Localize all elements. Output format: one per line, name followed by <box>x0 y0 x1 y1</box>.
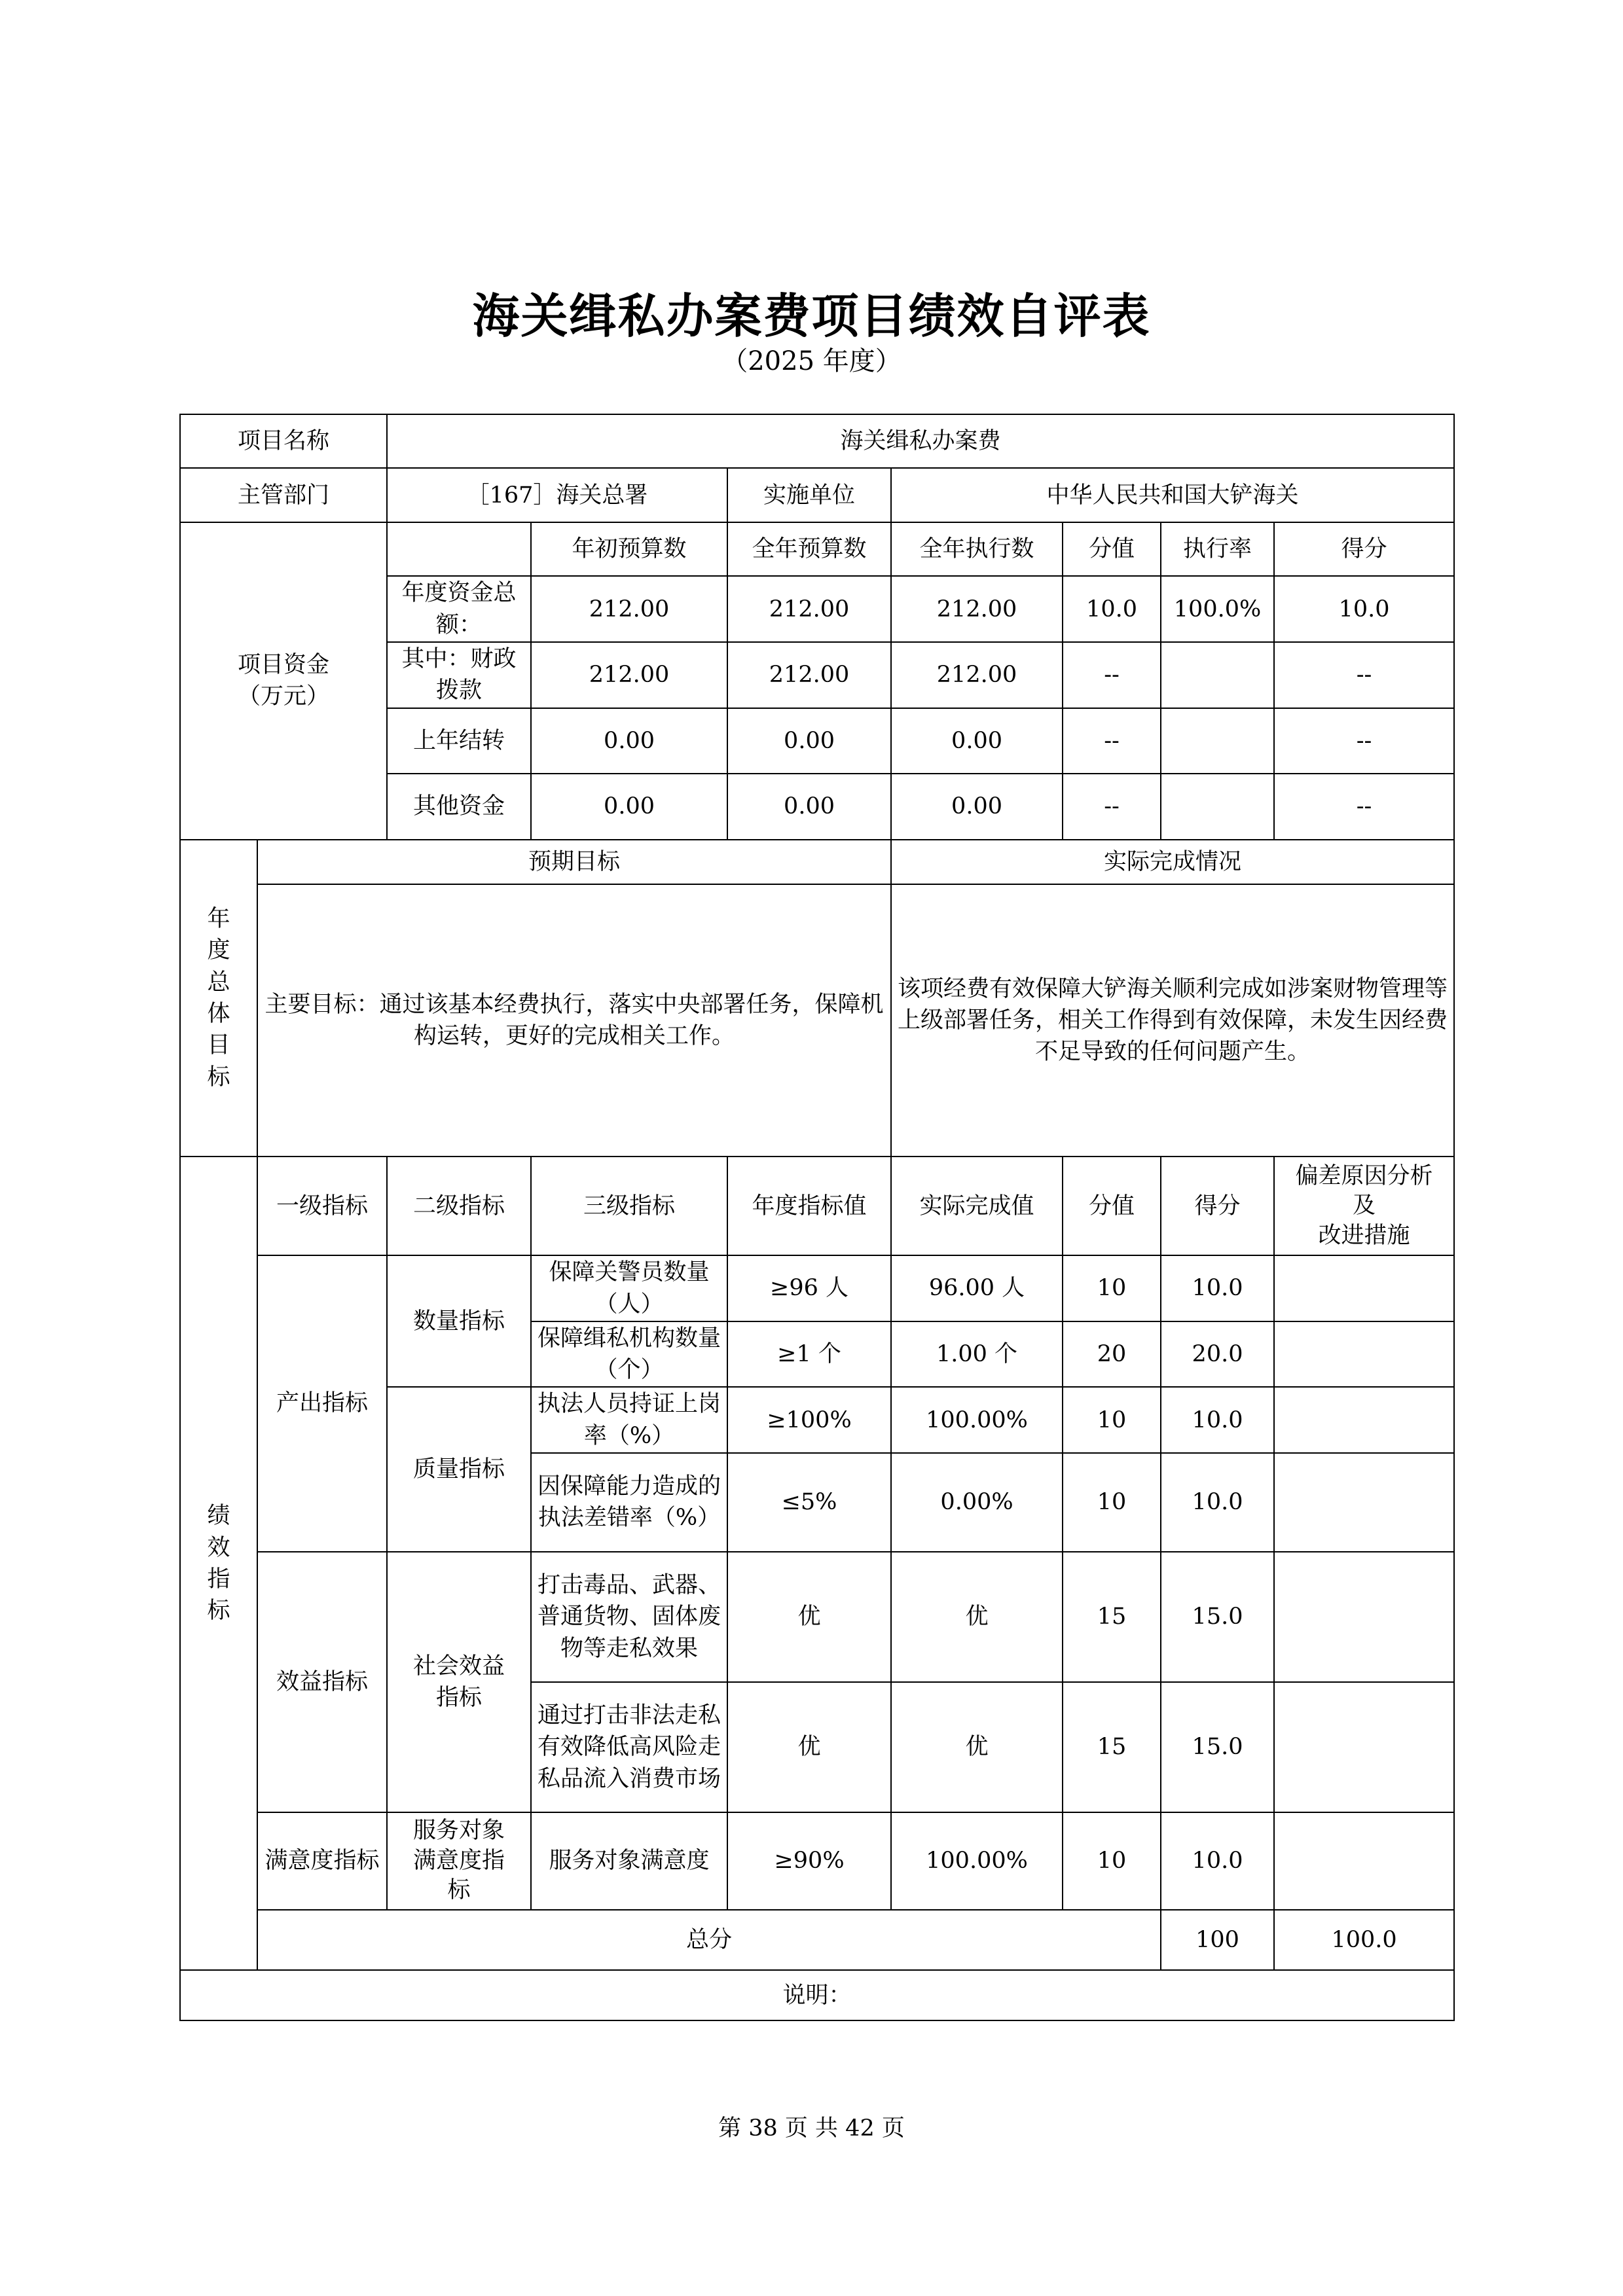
vertical-label-char: 标 <box>207 1598 230 1624</box>
level2-quantity: 数量指标 <box>387 1255 531 1387</box>
level2-service-satisfaction: 服务对象 满意度指 标 <box>387 1812 531 1910</box>
funds-row-label: 上年结转 <box>387 708 531 774</box>
indicator-note <box>1274 1453 1454 1552</box>
indicator-note <box>1274 1387 1454 1453</box>
indicator-header-cell: 年度指标值 <box>727 1157 891 1255</box>
indicator-header-cell: 二级指标 <box>387 1157 531 1255</box>
evaluation-table <box>179 414 1455 2021</box>
funds-cell: 212.00 <box>727 642 891 708</box>
funds-cell: 0.00 <box>891 774 1063 840</box>
funds-cell: 212.00 <box>727 576 891 642</box>
indicator-header-cell: 得分 <box>1161 1157 1274 1255</box>
funds-cell: -- <box>1274 708 1454 774</box>
funds-row-label: 其他资金 <box>387 774 531 840</box>
unit-label: 实施单位 <box>727 468 891 522</box>
indicator-name: 保障关警员数量（人） <box>531 1255 727 1321</box>
funds-cell: 212.00 <box>891 642 1063 708</box>
indicator-got: 20.0 <box>1161 1321 1274 1388</box>
indicator-got: 10.0 <box>1161 1812 1274 1910</box>
page-title: 海关缉私办案费项目绩效自评表 <box>472 289 1151 344</box>
indicator-actual: 0.00% <box>891 1453 1063 1552</box>
level1-output: 产出指标 <box>257 1255 387 1552</box>
indicator-target: 优 <box>727 1682 891 1812</box>
notes-label: 说明： <box>180 1970 1454 2020</box>
vertical-label-char: 目 <box>207 1032 230 1059</box>
indicator-got: 10.0 <box>1161 1387 1274 1453</box>
funds-cell: 212.00 <box>531 576 727 642</box>
row-total <box>180 1910 1454 1971</box>
indicator-actual: 100.00% <box>891 1812 1063 1910</box>
row-notes <box>180 1970 1454 2020</box>
funds-row-label: 年度资金总额： <box>387 576 531 642</box>
indicators-label-text <box>186 1500 251 1626</box>
indicator-name: 执法人员持证上岗率（%） <box>531 1387 727 1453</box>
indicator-note <box>1274 1255 1454 1321</box>
indicator-score: 10 <box>1063 1255 1161 1321</box>
expected-goal-text: 主要目标：通过该基本经费执行，落实中央部署任务，保障机构运转，更好的完成相关工作。 <box>257 884 891 1157</box>
funds-cell <box>1161 774 1274 840</box>
level2-social-benefit: 社会效益 指标 <box>387 1552 531 1812</box>
indicator-header-cell: 实际完成值 <box>891 1157 1063 1255</box>
indicator-target: 优 <box>727 1552 891 1682</box>
funds-header-cell: 全年预算数 <box>727 522 891 576</box>
indicator-row <box>180 1255 1454 1321</box>
expected-goal-label: 预期目标 <box>257 840 891 884</box>
unit-value: 中华人民共和国大铲海关 <box>891 468 1454 522</box>
row-project-name <box>180 414 1454 468</box>
goals-label-text <box>186 903 251 1093</box>
indicator-actual: 优 <box>891 1682 1063 1812</box>
level2-quality: 质量指标 <box>387 1387 531 1551</box>
funds-cell <box>1161 642 1274 708</box>
total-score: 100 <box>1161 1910 1274 1971</box>
indicator-got: 15.0 <box>1161 1682 1274 1812</box>
vertical-label-char: 体 <box>207 1001 230 1028</box>
indicator-name: 通过打击非法走私有效降低高风险走私品流入消费市场 <box>531 1682 727 1812</box>
vertical-label-char: 年 <box>207 906 230 933</box>
funds-cell: 100.0% <box>1161 576 1274 642</box>
vertical-label-char: 指 <box>207 1566 230 1592</box>
dept-value: ［167］海关总署 <box>387 468 727 522</box>
indicator-note <box>1274 1812 1454 1910</box>
indicator-note <box>1274 1682 1454 1812</box>
indicator-score: 10 <box>1063 1453 1161 1552</box>
funds-cell <box>1161 708 1274 774</box>
row-funds-header <box>180 522 1454 576</box>
project-name-label: 项目名称 <box>180 414 387 468</box>
indicator-actual: 优 <box>891 1552 1063 1682</box>
actual-goal-text: 该项经费有效保障大铲海关顺利完成如涉案财物管理等上级部署任务，相关工作得到有效保障，未发生因经费不足导致的任何问题产生。 <box>891 884 1454 1157</box>
indicator-header-cell: 一级指标 <box>257 1157 387 1255</box>
indicator-row <box>180 1552 1454 1682</box>
indicator-got: 10.0 <box>1161 1255 1274 1321</box>
indicator-name: 保障缉私机构数量（个） <box>531 1321 727 1388</box>
indicator-name: 因保障能力造成的执法差错率（%） <box>531 1453 727 1552</box>
funds-header-cell: 分值 <box>1063 522 1161 576</box>
indicator-name: 打击毒品、武器、普通货物、固体废物等走私效果 <box>531 1552 727 1682</box>
level1-satisfaction: 满意度指标 <box>257 1812 387 1910</box>
indicator-score: 15 <box>1063 1552 1161 1682</box>
indicator-got: 15.0 <box>1161 1552 1274 1682</box>
indicator-got: 10.0 <box>1161 1453 1274 1552</box>
actual-goal-label: 实际完成情况 <box>891 840 1454 884</box>
indicator-note <box>1274 1552 1454 1682</box>
indicator-header-cell: 偏差原因分析 及 改进措施 <box>1274 1157 1454 1255</box>
indicator-name: 服务对象满意度 <box>531 1812 727 1910</box>
vertical-label-char: 绩 <box>207 1503 230 1530</box>
indicator-target: ≥90% <box>727 1812 891 1910</box>
page-footer: 第 38 页 共 42 页 <box>718 2115 905 2142</box>
indicator-actual: 1.00 个 <box>891 1321 1063 1388</box>
funds-cell: -- <box>1274 642 1454 708</box>
total-got: 100.0 <box>1274 1910 1454 1971</box>
funds-cell: 10.0 <box>1274 576 1454 642</box>
funds-cell: 212.00 <box>531 642 727 708</box>
row-department <box>180 468 1454 522</box>
vertical-label-char: 标 <box>207 1064 230 1090</box>
indicator-score: 20 <box>1063 1321 1161 1388</box>
indicator-target: ≥100% <box>727 1387 891 1453</box>
indicator-score: 10 <box>1063 1387 1161 1453</box>
total-label: 总分 <box>257 1910 1161 1971</box>
funds-header-cell: 执行率 <box>1161 522 1274 576</box>
funds-header-cell: 得分 <box>1274 522 1454 576</box>
funds-cell: 0.00 <box>891 708 1063 774</box>
funds-label: 项目资金 （万元） <box>180 522 387 840</box>
indicator-header-cell: 分值 <box>1063 1157 1161 1255</box>
indicator-actual: 96.00 人 <box>891 1255 1063 1321</box>
funds-cell: -- <box>1063 642 1161 708</box>
funds-header-cell: 全年执行数 <box>891 522 1063 576</box>
funds-header-cell: 年初预算数 <box>531 522 727 576</box>
funds-cell: 10.0 <box>1063 576 1161 642</box>
indicator-header-cell: 三级指标 <box>531 1157 727 1255</box>
indicator-score: 10 <box>1063 1812 1161 1910</box>
vertical-label-char: 总 <box>207 969 230 996</box>
funds-cell: 212.00 <box>891 576 1063 642</box>
level1-benefit: 效益指标 <box>257 1552 387 1812</box>
indicator-row <box>180 1812 1454 1910</box>
vertical-label-char: 效 <box>207 1534 230 1561</box>
goals-label <box>180 840 257 1157</box>
indicator-target: ≤5% <box>727 1453 891 1552</box>
row-indicator-header <box>180 1157 1454 1255</box>
indicators-label <box>180 1157 257 1970</box>
funds-cell: -- <box>1274 774 1454 840</box>
funds-row-label: 其中：财政拨款 <box>387 642 531 708</box>
row-goals-content <box>180 884 1454 1157</box>
funds-cell: -- <box>1063 708 1161 774</box>
project-name-value: 海关缉私办案费 <box>387 414 1454 468</box>
indicator-actual: 100.00% <box>891 1387 1063 1453</box>
indicator-score: 15 <box>1063 1682 1161 1812</box>
funds-cell: -- <box>1063 774 1161 840</box>
page-subtitle: （2025 年度） <box>721 346 902 376</box>
funds-header-blank <box>387 522 531 576</box>
indicator-target: ≥1 个 <box>727 1321 891 1388</box>
vertical-label-char: 度 <box>207 937 230 964</box>
funds-cell: 0.00 <box>531 708 727 774</box>
indicator-note <box>1274 1321 1454 1388</box>
funds-cell: 0.00 <box>727 708 891 774</box>
funds-cell: 0.00 <box>727 774 891 840</box>
row-goals-header <box>180 840 1454 884</box>
funds-cell: 0.00 <box>531 774 727 840</box>
dept-label: 主管部门 <box>180 468 387 522</box>
indicator-target: ≥96 人 <box>727 1255 891 1321</box>
